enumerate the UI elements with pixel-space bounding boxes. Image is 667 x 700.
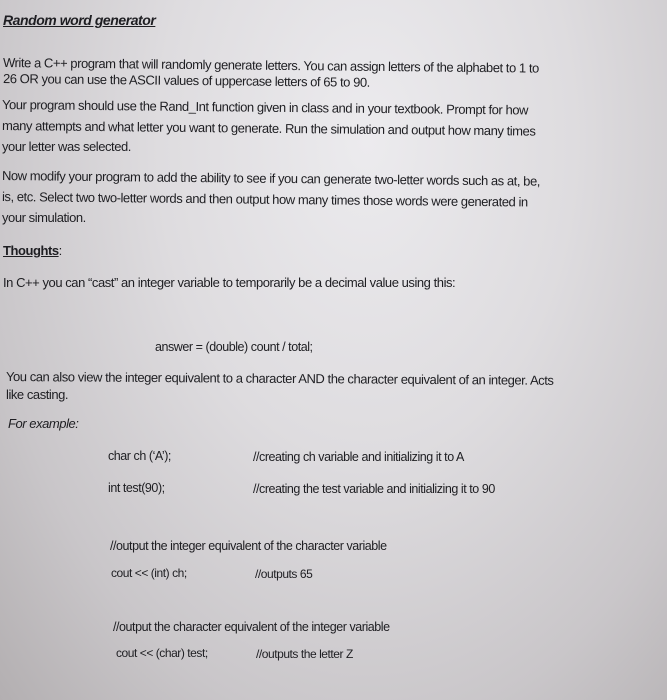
output-int-result: //outputs 65 [255,567,313,581]
thoughts-label: Thoughts [3,243,59,258]
view-line-2: like casting. [6,387,69,402]
view-line-1: You can also view the integer equivalent to a character AND the character equivalent of an integer. Acts [5,369,554,388]
paragraph-2-line-1: Your program should use the Rand_Int function given in class and in your textbook. Prompt for how [1,97,529,118]
paragraph-3-line-1: Now modify your program to add the ability to see if you can generate two-letter words such as at, be, [1,168,541,189]
paragraph-3-line-2: is, etc. Select two two-letter words and then output how many times those words were generated in [1,189,528,210]
paragraph-3-line-3: your simulation. [2,210,86,225]
paragraph-1-line-1: Write a C++ program that will randomly generate letters. You can assign letters of the alphabet to 1 to [2,55,539,76]
output-char-result: //outputs the letter Z [256,647,353,661]
output-int-comment: //output the integer equivalent of the character variable [110,539,387,553]
paragraph-1-line-2: 26 OR you can use the ASCII values of uppercase letters of 65 to 90. [2,71,370,90]
output-char-code: cout << (char) test; [116,646,208,660]
page-title: Random word generator [3,12,156,28]
cast-intro: In C++ you can “cast” an integer variable to temporarily be a decimal value using this: [3,275,456,290]
for-example-label: For example: [8,416,79,431]
paragraph-2-line-3: your letter was selected. [2,139,131,154]
cast-example: answer = (double) count / total; [155,340,313,354]
code-comment-char: //creating ch variable and initializing it to A [253,450,464,464]
paragraph-2-line-2: many attempts and what letter you want to generate. Run the simulation and output how many times [1,118,536,139]
output-char-comment: //output the character equivalent of the integer variable [113,620,390,634]
code-comment-int: //creating the test variable and initializing it to 90 [253,482,495,496]
code-line-int: int test(90); [108,481,165,495]
code-line-char: char ch (‘A’); [108,449,171,463]
thoughts-colon: : [58,243,62,258]
output-int-code: cout << (int) ch; [111,566,187,580]
thoughts-heading [3,243,62,259]
